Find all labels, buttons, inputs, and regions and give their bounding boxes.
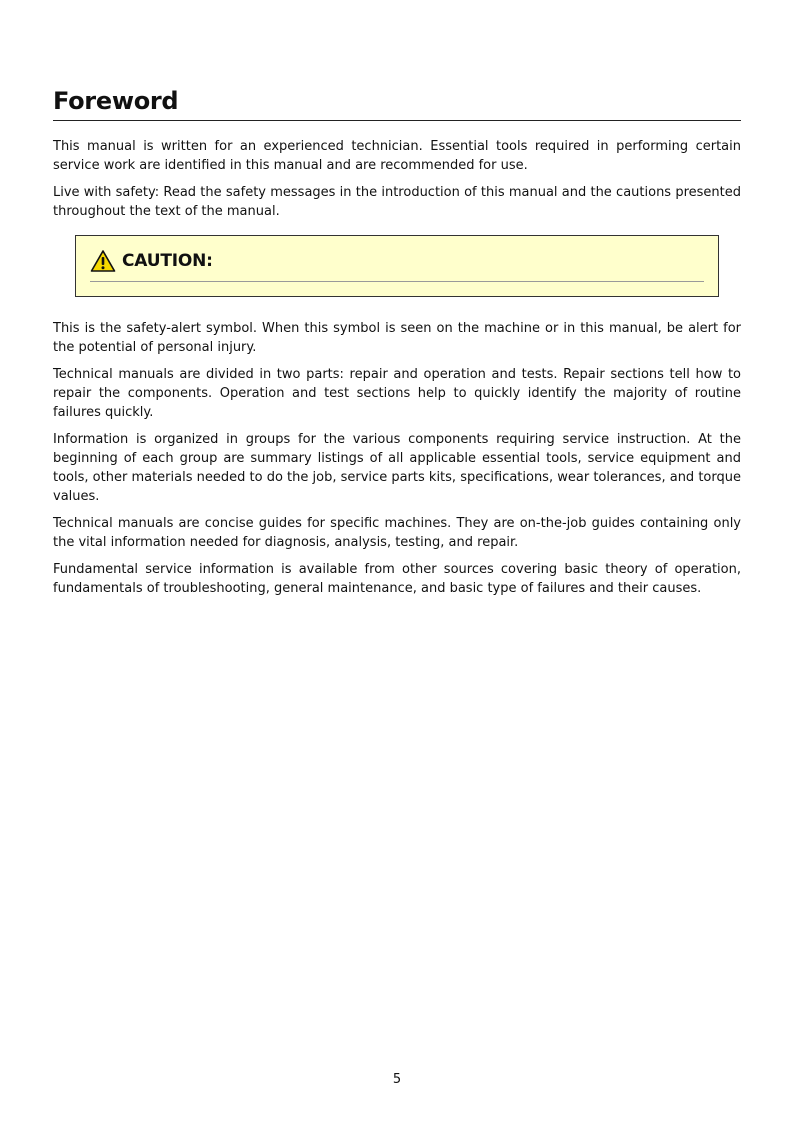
body-paragraph-3: Information is organized in groups for the various components requiring service instruction. At the beginning of each group are summary listings of all applicable essential tools, service equipment and tools, other materials needed to do the job, service parts kits, specifications, wear tolerances, and torque values.	[53, 432, 741, 504]
caution-label: CAUTION:	[122, 251, 213, 271]
document-page	[53, 84, 741, 606]
intro-paragraph-2: Live with safety: Read the safety messages in the introduction of this manual and the cautions presented throughout the text of the manual.	[53, 185, 741, 219]
body-paragraph-4: Technical manuals are concise guides for specific machines. They are on-the-job guides containing only the vital information needed for diagnosis, analysis, testing, and repair.	[53, 516, 741, 550]
page-number: 5	[392, 1072, 402, 1087]
caution-box	[75, 235, 719, 297]
body-paragraph-2: Technical manuals are divided in two parts: repair and operation and tests. Repair sections tell how to repair the components. Operation and test sections help to quickly identify the majority of routine failures quickly.	[53, 367, 741, 420]
warning-triangle-icon	[90, 249, 116, 273]
caution-divider	[90, 281, 704, 282]
body-paragraph-1: This is the safety-alert symbol. When this symbol is seen on the machine or in this manual, be alert for the potential of personal injury.	[53, 321, 741, 355]
page-title: Foreword	[53, 87, 179, 115]
caution-header	[90, 249, 213, 273]
intro-paragraph-1: This manual is written for an experienced technician. Essential tools required in performing certain service work are identified in this manual and are recommended for use.	[53, 139, 741, 173]
body-paragraph-5: Fundamental service information is available from other sources covering basic theory of operation, fundamentals of troubleshooting, general maintenance, and basic type of failures and their causes.	[53, 562, 741, 596]
title-divider	[53, 120, 741, 121]
